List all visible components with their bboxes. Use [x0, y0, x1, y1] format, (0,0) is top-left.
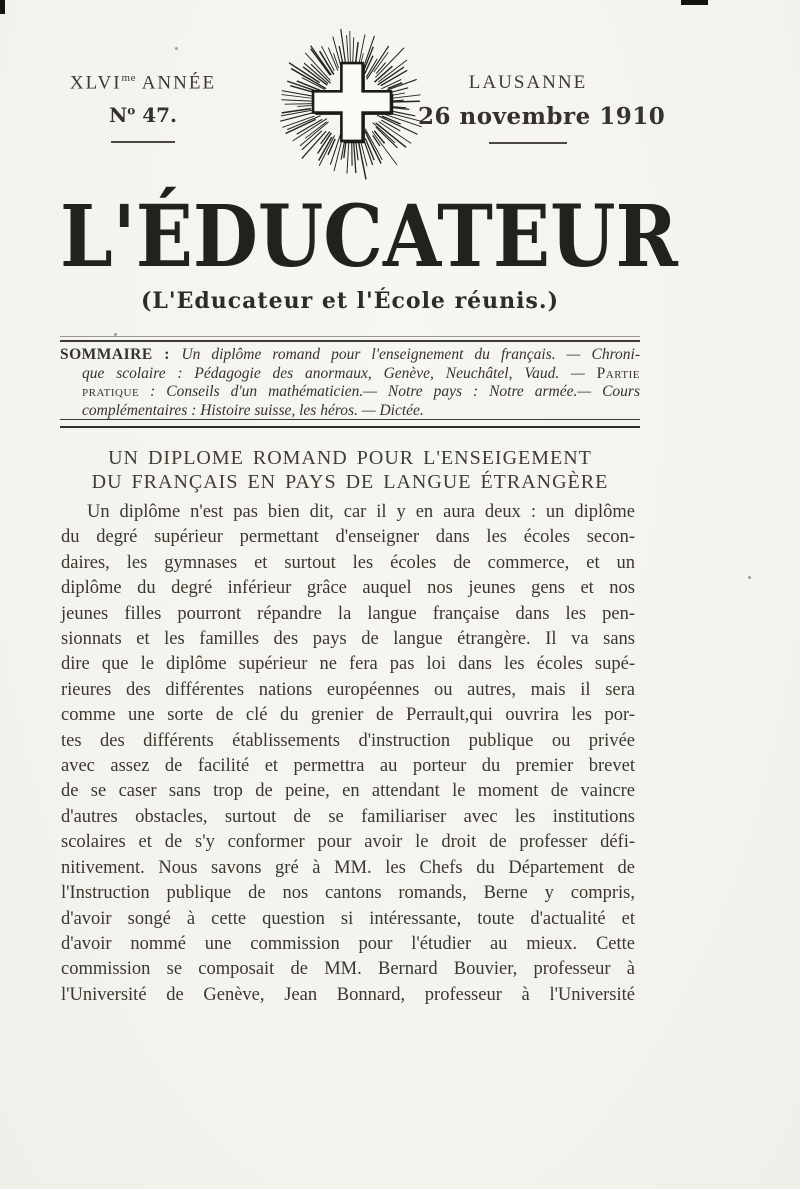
city-label: LAUSANNE [468, 72, 588, 93]
sommaire-line: que scolaire : Pédagogie des anormaux, Genève, Neuchâtel, Vaud. — Partie [82, 364, 640, 382]
article-body-line: tes des différents établissements d'instruction publique ou privée [61, 730, 635, 751]
article-heading-line1: UN DIPLOME ROMAND POUR L'ENSEIGEMENT [108, 447, 592, 469]
volume-year-label: $XLVI^{me}$ ANNÉE [69, 72, 217, 94]
swiss-cross-sunburst-emblem [270, 22, 432, 184]
scan-edge-mark-top [681, 0, 708, 5]
article-body-line: l'Université de Genève, Jean Bonnard, professeur à l'Université [61, 984, 635, 1005]
sommaire-line: pratique : Conseils d'un mathématicien.— Notre pays : Notre armée.— Cours [82, 383, 640, 400]
masthead-right-rule [489, 142, 567, 144]
issue-number-label: $N^o$ 47. [108, 103, 178, 128]
scan-speck [748, 576, 751, 579]
sommaire-line: complémentaires : Histoire suisse, les héros. — Dictée. [82, 401, 424, 419]
article-body-line: d'autres obstacles, surtout de se familiariser avec les institutions [61, 806, 635, 827]
article-body-line: d'avoir nommé une commission pour l'étudier au mieux. Cette [61, 933, 635, 954]
article-body-line: scolaires et de s'y conformer pour avoir le droit de professer défi- [61, 832, 635, 853]
article-body [61, 500, 635, 1008]
article-body-line: avec assez de facilité et permettra au porteur du premier brevet [61, 756, 635, 777]
scan-speck [175, 47, 178, 50]
article-heading-line2: DU FRANÇAIS EN PAYS DE LANGUE ÉTRANGÈRE [91, 471, 609, 493]
sommaire-rule-bottom [60, 419, 640, 428]
article-body-line: sionnats et les familles des pays de langue étrangère. Il va sans [61, 629, 635, 650]
article-body-line: l'Instruction publique de nos cantons romands, Berne y compris, [61, 883, 635, 904]
article-heading [60, 446, 640, 494]
masthead-left-rule [111, 141, 175, 143]
article-body-line: de se caser sans trop de peine, en attendant le moment de vaincre [61, 781, 635, 802]
newspaper-title: L'ÉDUCATEUR [60, 186, 678, 287]
article-body-line: daires, les gymnases et surtout les écoles de commerce, et un [61, 552, 635, 573]
sommaire-line: SOMMAIRE : Un diplôme romand pour l'enseignement du français. — Chroni- [60, 346, 640, 363]
article-body-line: diplôme du degré inférieur grâce auquel nos jeunes gens et nos [61, 578, 635, 599]
article-body-line: du degré supérieur permettant d'enseigner dans les écoles secon- [61, 527, 635, 548]
article-body-line: nitivement. Nous savons gré à MM. les Chefs du Département de [61, 857, 635, 878]
article-body-line: rieures des différentes nations européennes ou autres, mais il sera [61, 679, 635, 700]
newspaper-subtitle: (L'Educateur et l'École réunis.) [141, 288, 559, 314]
article-body-line: dire que le diplôme supérieur ne fera pas loi dans les écoles supé- [61, 654, 635, 675]
scan-edge-mark-topleft [0, 0, 5, 14]
masthead-right-block [418, 72, 666, 144]
sommaire-block [60, 346, 640, 420]
sommaire-rule-top [60, 336, 640, 342]
article-body-line: commission se composait de MM. Bernard Bouvier, professeur à [61, 959, 635, 980]
article-body-line: d'avoir songé à cette question si intéressante, toute d'actualité et [61, 908, 635, 929]
date-label: 26 novembre 1910 [418, 103, 666, 130]
article-body-line: Un diplôme n'est pas bien dit, car il y en aura deux : un diplôme [87, 502, 635, 522]
article-body-line: jeunes filles pourront répandre la langue française dans les pen- [61, 603, 635, 624]
article-body-line: comme une sorte de clé du grenier de Perrault,qui ouvrira les por- [61, 705, 635, 726]
masthead-left-block [58, 72, 228, 143]
